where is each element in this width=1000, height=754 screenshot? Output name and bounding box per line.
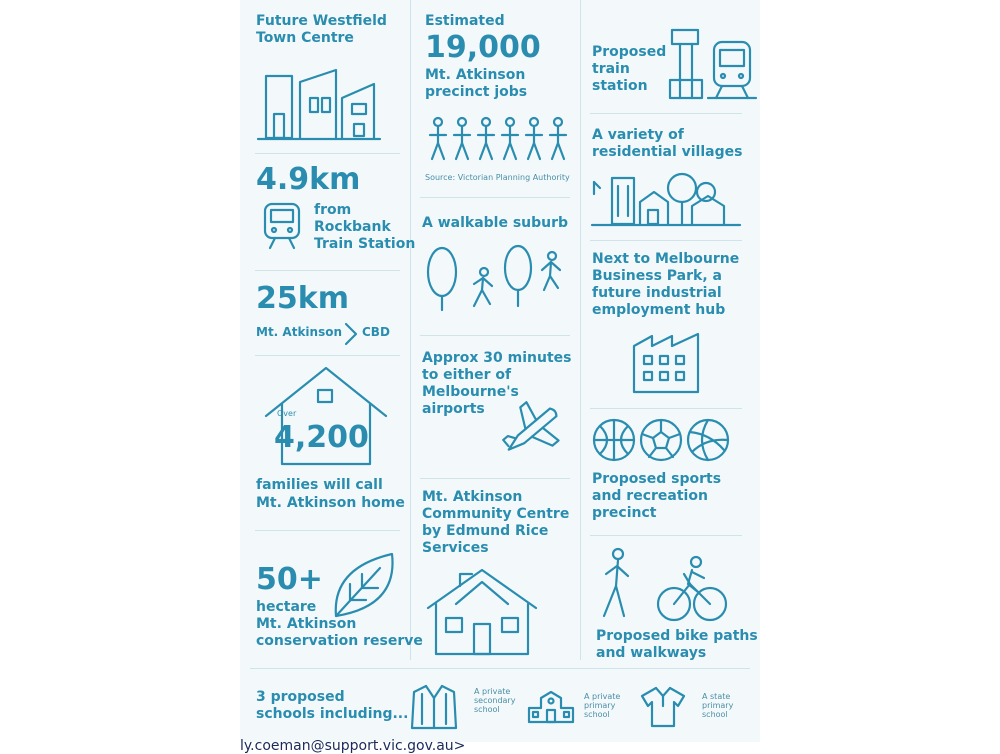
- row-divider: [590, 408, 742, 409]
- residential-villages-icon: [592, 170, 742, 228]
- row-divider: [420, 478, 570, 479]
- row-divider: [255, 270, 400, 271]
- school-2-label-line2: primary: [584, 701, 616, 710]
- jobs-label-line1: Mt. Atkinson: [425, 67, 526, 83]
- school-3-label-line1: A state: [702, 692, 731, 701]
- families-number: 4,200: [274, 420, 369, 455]
- conservation-number: 50+: [256, 562, 323, 597]
- row-divider: [420, 197, 570, 198]
- jobs-number: 19,000: [425, 30, 541, 65]
- business-label-line1: Next to Melbourne: [592, 251, 740, 267]
- jobs-source-note: Source: Victorian Planning Authority: [425, 173, 570, 182]
- business-label-line4: employment hub: [592, 302, 726, 318]
- row-divider: [255, 153, 400, 154]
- school-1-label-line2: secondary: [474, 696, 516, 705]
- rockbank-distance: 4.9km: [256, 162, 361, 197]
- school-2-label-line3: school: [584, 710, 610, 719]
- train-icon: [262, 202, 304, 252]
- walkable-suburb-icon: [426, 244, 566, 312]
- row-divider: [590, 113, 742, 114]
- airports-label-line2: to either of: [422, 367, 512, 383]
- workers-icon: [428, 115, 568, 163]
- polo-shirt-icon: [640, 686, 686, 728]
- infographic-poster: [240, 0, 760, 742]
- airports-label-line3: Melbourne's: [422, 384, 519, 400]
- rockbank-label-line3: Train Station: [314, 236, 416, 252]
- town-centre-buildings-icon: [258, 62, 383, 142]
- airplane-icon: [498, 398, 564, 464]
- row-divider: [590, 240, 742, 241]
- train-station-icon: [668, 28, 758, 104]
- column-divider: [410, 0, 411, 660]
- jobs-estimated-label: Estimated: [425, 13, 505, 29]
- airports-label-line4: airports: [422, 401, 485, 417]
- rockbank-label-line1: from: [314, 202, 352, 218]
- rockbank-label-line2: Rockbank: [314, 219, 391, 235]
- train-label-line2: train: [592, 61, 630, 77]
- families-label-line2: Mt. Atkinson home: [256, 495, 405, 511]
- row-divider: [420, 335, 570, 336]
- walker-and-cyclist-icon: [598, 546, 730, 624]
- school-2-label-line1: A private: [584, 692, 621, 701]
- schools-intro-line1: 3 proposed: [256, 689, 345, 705]
- blazer-icon: [410, 684, 458, 730]
- villages-label-line1: A variety of: [592, 127, 684, 143]
- train-label-line3: station: [592, 78, 648, 94]
- row-divider: [250, 668, 750, 669]
- sports-label-line1: Proposed sports: [592, 471, 722, 487]
- conservation-label-line2: Mt. Atkinson: [256, 616, 357, 632]
- community-label-line2: Community Centre: [422, 506, 570, 522]
- row-divider: [255, 355, 400, 356]
- sports-label-line3: precinct: [592, 505, 657, 521]
- leaf-icon: [328, 550, 398, 622]
- community-label-line4: Services: [422, 540, 489, 556]
- jobs-label-line2: precinct jobs: [425, 84, 528, 100]
- chevron-right-icon: [344, 322, 358, 346]
- school-3-label-line3: school: [702, 710, 728, 719]
- bike-label-line2: and walkways: [596, 645, 707, 661]
- westfield-title-line1: Future Westfield: [256, 13, 387, 29]
- school-1-label-line3: school: [474, 705, 500, 714]
- school-1-label-line1: A private: [474, 687, 511, 696]
- row-divider: [255, 530, 400, 531]
- sports-label-line2: and recreation: [592, 488, 708, 504]
- conservation-label-line3: conservation reserve: [256, 633, 423, 649]
- community-label-line3: by Edmund Rice: [422, 523, 549, 539]
- families-over-label: Over: [277, 409, 297, 418]
- school-3-label-line2: primary: [702, 701, 734, 710]
- email-link-text[interactable]: ly.coeman@support.vic.gov.au>: [240, 738, 466, 754]
- conservation-label-line1: hectare: [256, 599, 317, 615]
- community-centre-house-icon: [426, 566, 538, 656]
- walkable-label: A walkable suburb: [422, 215, 569, 231]
- westfield-title-line2: Town Centre: [256, 30, 354, 46]
- schools-intro-line2: schools including...: [256, 706, 409, 722]
- business-label-line2: Business Park, a: [592, 268, 722, 284]
- bike-label-line1: Proposed bike paths: [596, 628, 758, 644]
- community-label-line1: Mt. Atkinson: [422, 489, 523, 505]
- train-label-line1: Proposed: [592, 44, 667, 60]
- airports-label-line1: Approx 30 minutes: [422, 350, 572, 366]
- column-divider: [580, 0, 581, 660]
- school-building-icon: [527, 690, 575, 726]
- families-label-line1: families will call: [256, 477, 383, 493]
- row-divider: [590, 535, 742, 536]
- cbd-to-label: CBD: [362, 325, 390, 339]
- villages-label-line2: residential villages: [592, 144, 743, 160]
- business-label-line3: future industrial: [592, 285, 722, 301]
- cbd-distance: 25km: [256, 281, 349, 316]
- cbd-from-label: Mt. Atkinson: [256, 325, 343, 339]
- industrial-building-icon: [632, 332, 702, 394]
- sports-balls-icon: [592, 418, 732, 464]
